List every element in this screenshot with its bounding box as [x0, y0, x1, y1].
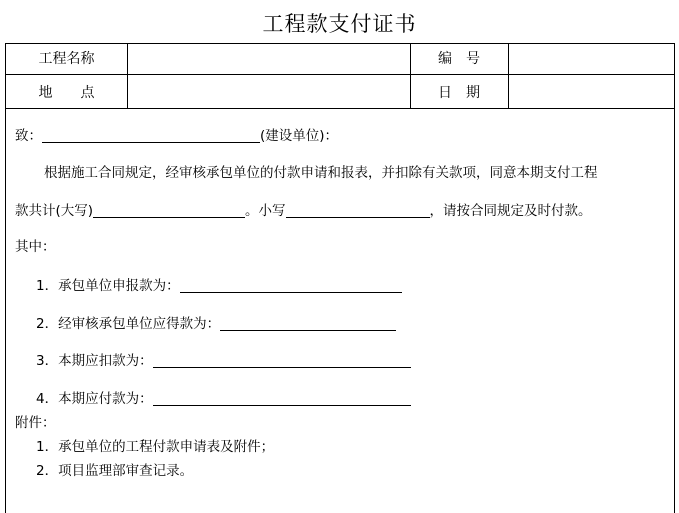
amount-words-blank[interactable] — [93, 203, 245, 218]
paragraph-line-1: 根据施工合同规定，经审核承包单位的付款申请和报表，并扣除有关款项，同意本期支付工程 — [44, 165, 598, 181]
attachment-item: 2．项目监理部审查记录。 — [36, 463, 194, 479]
addressee-suffix: (建设单位)： — [260, 128, 339, 144]
header-row-divider — [6, 74, 674, 75]
location-field[interactable] — [128, 78, 410, 108]
document-title: 工程款支付证书 — [262, 12, 417, 36]
attachment-label: 附件： — [15, 415, 56, 431]
number-field[interactable] — [509, 44, 674, 74]
item-deduction-amount — [36, 352, 411, 370]
addressee-line — [15, 127, 338, 145]
item-label: 1．承包单位申报款为： — [36, 278, 180, 294]
item-declared-amount — [36, 277, 402, 295]
deduction-amount-blank[interactable] — [153, 353, 411, 368]
item-label: 4．本期应付款为： — [36, 391, 153, 407]
addressee-blank[interactable] — [42, 128, 260, 143]
date-label: 日 期 — [438, 85, 480, 101]
payment-request-suffix: ，请按合同规定及时付款。 — [429, 203, 592, 219]
approved-amount-blank[interactable] — [220, 316, 396, 331]
certificate-form — [5, 43, 675, 513]
item-label: 3．本期应扣款为： — [36, 353, 153, 369]
amount-figures-prefix: 。小写 — [245, 203, 286, 219]
among-label: 其中： — [15, 239, 56, 255]
paragraph-line-2 — [15, 202, 592, 220]
location-label: 地 点 — [38, 85, 95, 101]
amount-figures-blank[interactable] — [286, 203, 430, 218]
header-bottom-divider — [6, 108, 674, 109]
item-approved-amount — [36, 315, 396, 333]
attachment-item: 1．承包单位的工程付款申请表及附件； — [36, 439, 275, 455]
project-name-field[interactable] — [128, 44, 410, 74]
declared-amount-blank[interactable] — [180, 278, 402, 293]
payable-amount-blank[interactable] — [153, 391, 411, 406]
amount-words-prefix: 款共计(大写) — [15, 203, 94, 219]
item-payable-amount — [36, 390, 411, 408]
number-label: 编 号 — [438, 51, 480, 67]
project-name-label: 工程名称 — [38, 51, 95, 67]
item-label: 2．经审核承包单位应得款为： — [36, 316, 221, 332]
date-field[interactable] — [509, 78, 674, 108]
addressee-prefix: 致： — [15, 128, 42, 144]
